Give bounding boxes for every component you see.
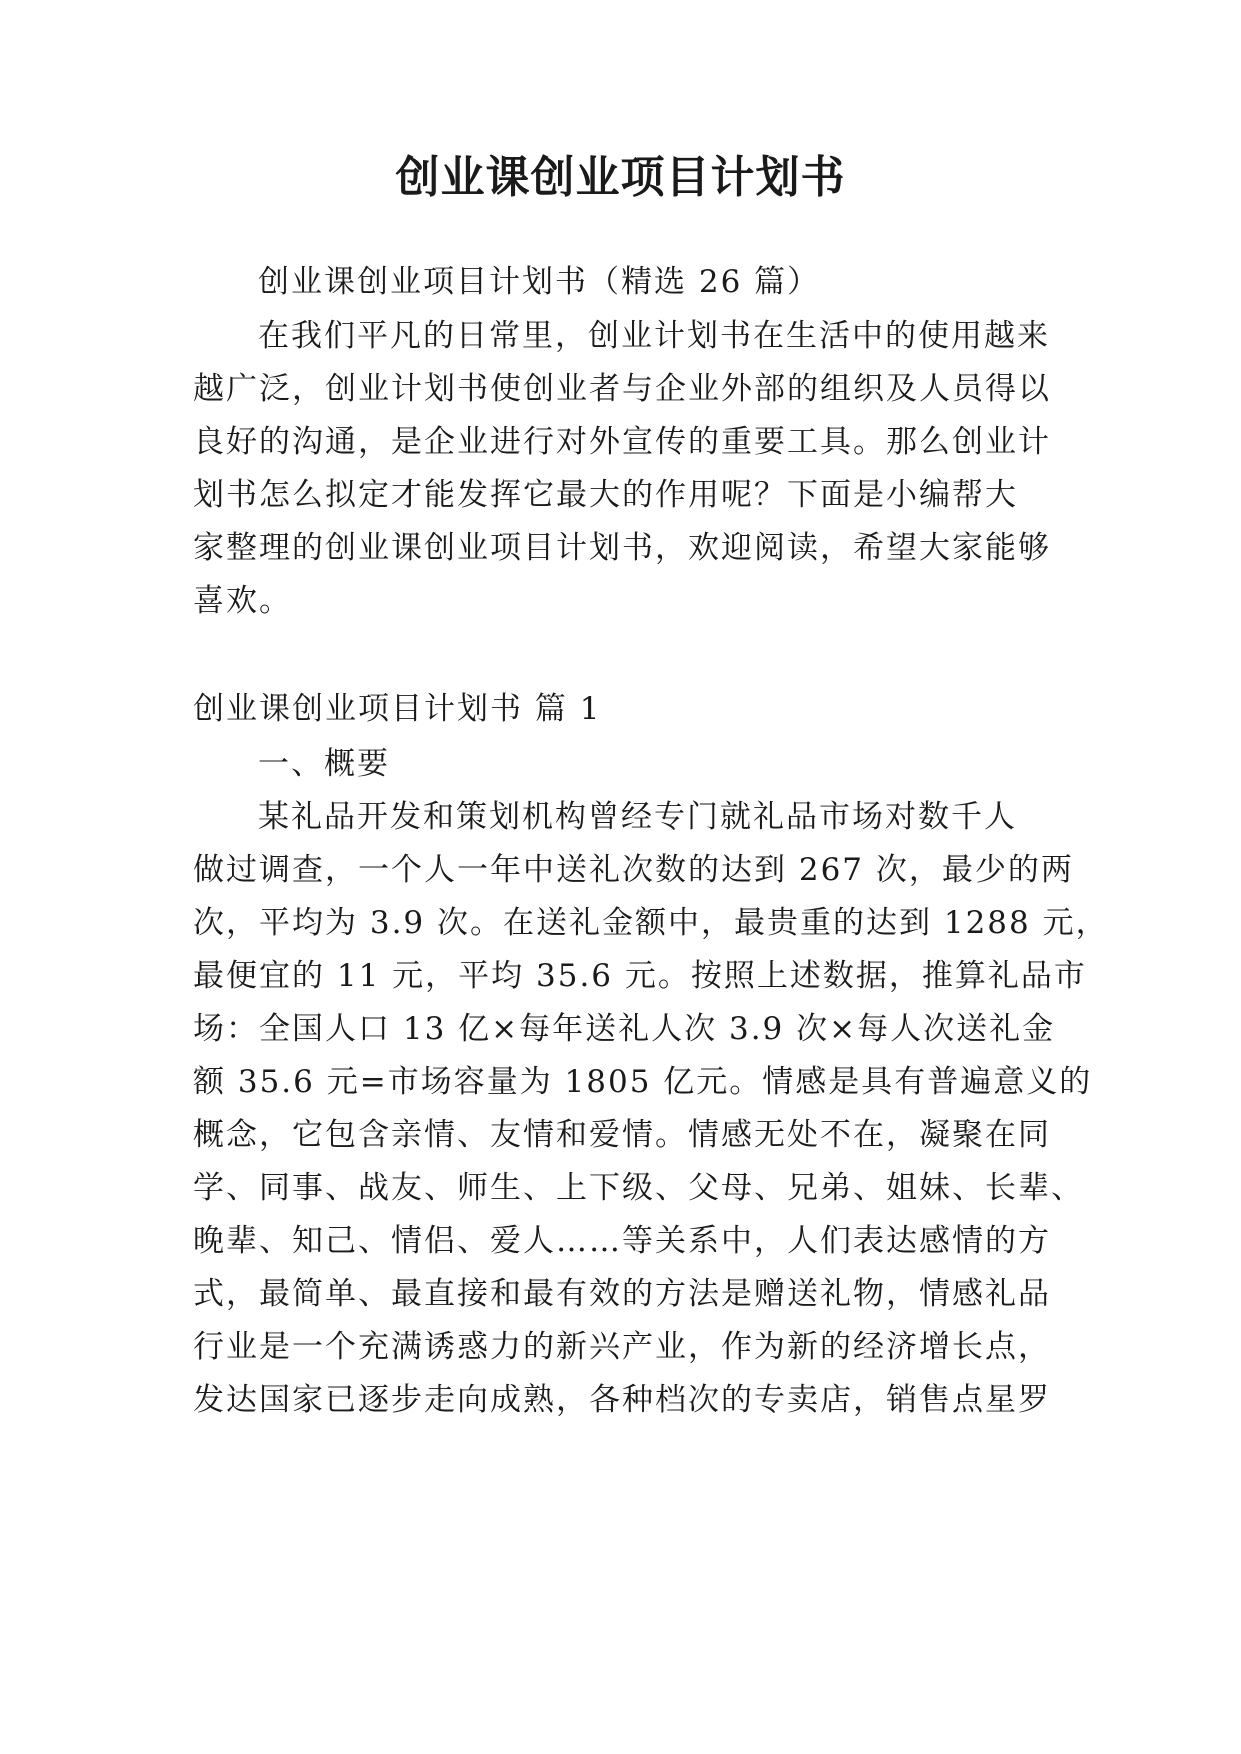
body-line: 某礼品开发和策划机构曾经专门就礼品市场对数千人 [258, 799, 1017, 835]
body-line: 概念，它包含亲情、友情和爱情。情感无处不在，凝聚在同 [193, 1117, 1051, 1153]
section-heading: 创业课创业项目计划书 篇 1 [193, 691, 602, 727]
body-line: 学、同事、战友、师生、上下级、父母、兄弟、姐妹、长辈、 [193, 1170, 1084, 1206]
body-line: 做过调查，一个人一年中送礼次数的达到 267 次，最少的两 [193, 852, 1074, 888]
subheading: 一、概要 [258, 746, 390, 782]
document-subtitle: 创业课创业项目计划书（精选 26 篇） [258, 264, 821, 300]
body-line: 式，最简单、最直接和最有效的方法是赠送礼物，情感礼品 [193, 1276, 1051, 1312]
document-title: 创业课创业项目计划书 [395, 152, 846, 203]
body-line: 行业是一个充满诱惑力的新兴产业，作为新的经济增长点， [193, 1329, 1051, 1365]
body-line: 最便宜的 11 元，平均 35.6 元。按照上述数据，推算礼品市 [193, 958, 1087, 994]
intro-line: 越广泛，创业计划书使创业者与企业外部的组织及人员得以 [193, 371, 1051, 407]
body-line: 额 35.6 元=市场容量为 1805 亿元。情感是具有普遍意义的 [193, 1064, 1093, 1100]
body-line: 次，平均为 3.9 次。在送礼金额中，最贵重的达到 1288 元， [193, 905, 1109, 941]
body-line: 晚辈、知己、情侣、爱人……等关系中，人们表达感情的方 [193, 1223, 1051, 1259]
intro-line: 划书怎么拟定才能发挥它最大的作用呢？下面是小编帮大 [193, 477, 1018, 513]
intro-line: 家整理的创业课创业项目计划书，欢迎阅读，希望大家能够 [193, 530, 1051, 566]
intro-line: 喜欢。 [193, 583, 292, 619]
intro-line: 良好的沟通，是企业进行对外宣传的重要工具。那么创业计 [193, 424, 1051, 460]
intro-line: 在我们平凡的日常里，创业计划书在生活中的使用越来 [258, 318, 1050, 354]
body-line: 场：全国人口 13 亿×每年送礼人次 3.9 次×每人次送礼金 [193, 1011, 1056, 1047]
body-line: 发达国家已逐步走向成熟，各种档次的专卖店，销售点星罗 [193, 1382, 1051, 1418]
